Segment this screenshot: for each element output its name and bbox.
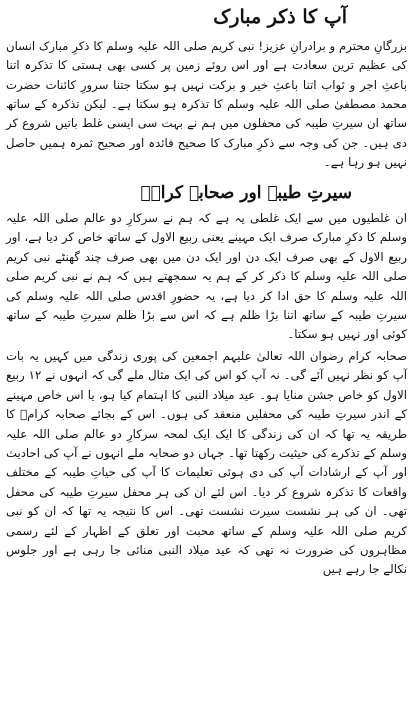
paragraph-1: بزرگانِ محترم و برادرانِ عزیز! نبی کریم صلی اللہ علیہ وسلم کا ذکرِ مبارک انسان کی عظیم ترین سعادت ہے اور اس روئے زمین پر کسی بھی ہستی کا تذکرہ اتنا باعثِ اجر و ثواب اتنا باعثِ خیر و برکت نہیں ہو سکتا جتنا سرورِ کائنات حضرت محمد مصطفیٰ صلی اللہ علیہ وسلم کا تذکرہ ہو سکتا ہے۔ لیکن تذکرہ کے ساتھ ساتھ ان سیرتِ طیبہ کی محفلوں میں ہم نے بہت سی ایسی غلط باتیں شروع کر دی ہیں۔ جن کی وجہ سے ذکرِ مبارک کا صحیح فائدہ اور صحیح ثمرہ ہمیں حاصل نہیں ہو رہا ہے۔ — [6, 38, 407, 170]
article-title: آپ کا ذکر مبارک — [213, 6, 347, 28]
section-heading: سیرتِ طیبہ اور صحابہ کرامؓ — [140, 182, 352, 203]
paragraph-2: ان غلطیوں میں سے ایک غلطی یہ ہے کہ ہم نے سرکارِ دو عالم صلی اللہ علیہ وسلم کا ذکرِ مبارک صرف ایک مہینے یعنی ربیع الاول کے ساتھ خاص کر دیا ہے، اور ربیع الاول کے بھی صرف ایک دن اور ایک دن میں بھی صرف چند گھنٹے نبی کریم صلی اللہ علیہ وسلم کا ذکر کر کے ہم یہ سمجھتے ہیں کہ ہم نے نبی کریم صلی اللہ علیہ وسلم کا حق ادا کر دیا ہے، یہ حضورِ اقدس صلی اللہ علیہ وسلم کی سیرتِ طیبہ کے ساتھ اتنا بڑا ظلم ہے کہ اس سے بڑا ظلم سیرتِ طیبہ کے ساتھ کوئی اور نہیں ہو سکتا۔ — [6, 211, 407, 342]
paragraph-3: صحابہ کرام رضوان اللہ تعالیٰ علیہم اجمعین کی پوری زندگی میں کہیں یہ بات آپ کو نظر نہیں آئے گی۔ نہ آپ کو اس کی ایک مثال ملے گی کہ انہوں نے ۱۲ ربیع الاول کو خاص جشن منایا ہو۔ عید میلاد النبی کا اہتمام کیا ہو، یا اس خاص مہینے کے اندر سیرتِ طیبہ کی محفلیں منعقد کی ہوں۔ اس کے بجائے صحابہ کرامؓ کا طریقہ یہ تھا کہ ان کی زندگی کا ایک ایک لمحہ سرکارِ دو عالم صلی اللہ علیہ وسلم کے تذکرے کی حیثیت رکھتا تھا۔ جہاں دو صحابہ ملے انہوں نے آپ کی احادیث اور آپ کے ارشادات آپ کی دی ہوئی تعلیمات کا آپ کی حیاتِ طیبہ کے مختلف واقعات کا تذکرہ شروع کر دیا۔ اس لئے ان کی ہر محفل سیرتِ طیبہ کی محفل تھی۔ ان کی ہر نشست سیرت نشست تھی۔ اس کا نتیجہ یہ تھا کہ ان کو نبی کریم صلی اللہ علیہ وسلم کے ساتھ محبت اور تعلق کے اظہار کے لئے رسمی مظاہروں کی ضرورت نہ تھی کہ عید میلاد النبی منائی جا رہی ہے اور جلوس نکالے جا رہے ہیں — [6, 348, 408, 577]
